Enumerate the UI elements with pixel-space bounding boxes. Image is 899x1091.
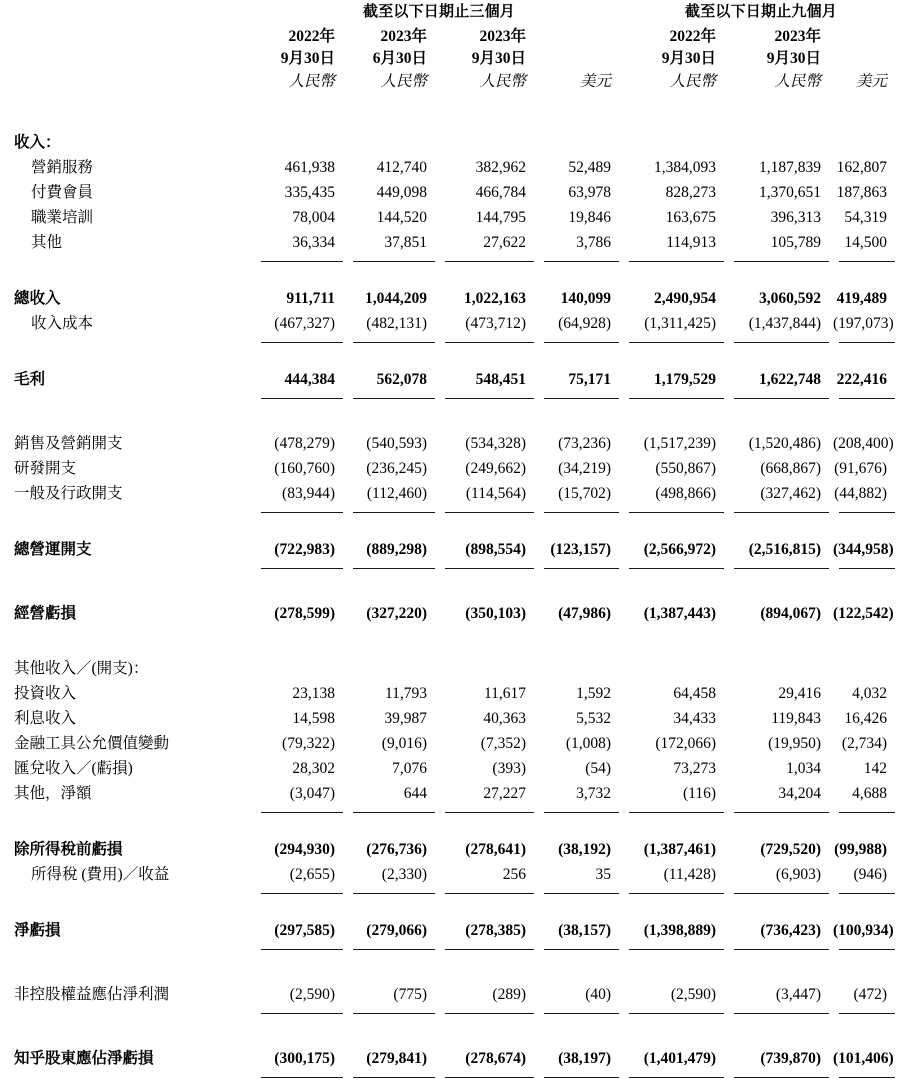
value-cost-of-revenue-c7: (197,073): [833, 314, 894, 332]
spacer-before-net-loss: [0, 891, 899, 913]
value-selling-marketing-c4: (73,236): [558, 434, 612, 452]
row-fair-value-change: [0, 726, 899, 751]
header-date-col1: 9月30日: [280, 50, 335, 67]
value-research-dev-c7: (91,676): [834, 459, 888, 477]
label-interest-income: 利息收入: [14, 709, 77, 727]
value-attributable-c2: (279,841): [366, 1049, 427, 1067]
value-general-admin-c7: (44,882): [834, 484, 888, 502]
row-other-income-heading: [0, 651, 899, 676]
value-marketing-services-c1: 461,938: [284, 158, 335, 176]
value-nci-c6: (3,447): [775, 985, 822, 1003]
value-attributable-c6: (739,870): [760, 1049, 822, 1067]
label-operating-loss: 經營虧損: [14, 604, 77, 622]
value-fair-value-change-c3: (7,352): [480, 734, 526, 752]
value-total-opex-c3: (898,554): [465, 540, 526, 558]
row-interest-income: [0, 701, 899, 726]
value-total-revenue-c6: 3,060,592: [759, 289, 822, 307]
value-operating-loss-c5: (1,387,443): [643, 604, 717, 622]
value-loss-before-tax-c3: (278,641): [465, 840, 526, 858]
value-total-revenue-c2: 1,044,209: [365, 289, 427, 307]
value-cost-of-revenue-c4: (64,928): [558, 314, 612, 332]
value-gross-profit-c2: 562,078: [376, 370, 427, 388]
value-fx-gain-loss-c4: (54): [585, 759, 612, 777]
value-other-net-c3: 27,227: [483, 784, 526, 802]
value-fx-gain-loss-c6: 1,034: [786, 759, 822, 777]
value-attributable-c7: (101,406): [833, 1049, 894, 1067]
value-net-loss-c1: (297,585): [274, 921, 335, 939]
label-net-loss: 淨虧損: [14, 921, 61, 939]
spacer-after-header: [0, 95, 899, 125]
value-loss-before-tax-c1: (294,930): [274, 840, 335, 858]
value-paid-membership-c2: 449,098: [376, 183, 427, 201]
row-nci: [0, 977, 899, 1002]
row-vocational-training: [0, 200, 899, 225]
value-loss-before-tax-c6: (729,520): [760, 840, 822, 858]
row-operating-loss: [0, 596, 899, 621]
spacer-before-gross-profit: [0, 340, 899, 362]
value-loss-before-tax-c4: (38,192): [558, 840, 612, 858]
value-paid-membership-c6: 1,370,651: [759, 183, 822, 201]
row-loss-before-tax: [0, 832, 899, 857]
value-paid-membership-c1: 335,435: [284, 183, 335, 201]
spacer-before-loss-before-tax: [0, 810, 899, 832]
value-total-opex-c1: (722,983): [274, 540, 335, 558]
label-paid-membership: 付費會員: [31, 183, 94, 201]
value-investment-income-c7: 4,032: [852, 684, 888, 702]
value-fair-value-change-c5: (172,066): [655, 734, 717, 752]
row-attributable: [0, 1041, 899, 1066]
row-general-admin: [0, 476, 899, 501]
header-year-blank: [0, 26, 255, 48]
value-others-revenue-c5: 114,913: [666, 233, 717, 251]
value-gross-profit-c5: 1,179,529: [654, 370, 717, 388]
value-marketing-services-c7: 162,807: [836, 158, 888, 176]
header-year-col1: 2022年: [288, 28, 335, 45]
value-fx-gain-loss-c2: 7,076: [392, 759, 427, 777]
row-total-revenue: [0, 281, 899, 306]
value-others-revenue-c7: 14,500: [844, 233, 888, 251]
value-vocational-training-c5: 163,675: [665, 208, 717, 226]
value-total-revenue-c1: 911,711: [286, 289, 335, 307]
value-general-admin-c6: (327,462): [760, 484, 822, 502]
value-paid-membership-c3: 466,784: [475, 183, 526, 201]
value-operating-loss-c1: (278,599): [274, 604, 335, 622]
value-gross-profit-c4: 75,171: [568, 370, 612, 388]
label-income-tax: 所得稅 (費用)／收益: [31, 865, 170, 883]
spacer-before-total-revenue: [0, 259, 899, 281]
row-selling-marketing: [0, 426, 899, 451]
row-total-opex: [0, 532, 899, 557]
value-interest-income-c5: 34,433: [673, 709, 717, 727]
value-interest-income-c4: 5,532: [576, 709, 612, 727]
rule-after-income-tax: [0, 882, 899, 891]
rule-after-total-opex: [0, 557, 899, 566]
value-paid-membership-c7: 187,863: [836, 183, 888, 201]
header-currency-row: [0, 70, 899, 95]
value-vocational-training-c3: 144,795: [475, 208, 526, 226]
value-research-dev-c4: (34,219): [558, 459, 612, 477]
row-revenue-heading: [0, 125, 899, 150]
value-research-dev-c2: (236,245): [366, 459, 427, 477]
value-loss-before-tax-c5: (1,387,461): [643, 840, 717, 858]
spacer-before-operating-loss: [0, 566, 899, 596]
value-others-revenue-c1: 36,334: [292, 233, 335, 251]
header-group-nine-months: 截至以下日期止九個月: [685, 4, 838, 20]
value-other-net-c7: 4,688: [852, 784, 888, 802]
value-fair-value-change-c6: (19,950): [768, 734, 822, 752]
value-income-tax-c6: (6,903): [775, 865, 822, 883]
value-interest-income-c1: 14,598: [292, 709, 335, 727]
value-selling-marketing-c1: (478,279): [274, 434, 335, 452]
value-income-tax-c1: (2,655): [289, 865, 335, 883]
value-marketing-services-c4: 52,489: [568, 158, 612, 176]
label-revenue-heading: 收入：: [14, 133, 61, 151]
header-currency-col3: 人民幣: [479, 73, 526, 90]
value-operating-loss-c4: (47,986): [558, 604, 612, 622]
value-net-loss-c6: (736,423): [760, 921, 822, 939]
value-vocational-training-c4: 19,846: [568, 208, 612, 226]
value-attributable-c3: (278,674): [465, 1049, 526, 1067]
value-gross-profit-c3: 548,451: [475, 370, 526, 388]
label-attributable: 知乎股東應佔淨虧損: [14, 1049, 154, 1067]
header-year-col4: [538, 26, 623, 48]
label-marketing-services: 營銷服務: [31, 158, 94, 176]
value-vocational-training-c2: 144,520: [376, 208, 427, 226]
row-research-dev: [0, 451, 899, 476]
value-selling-marketing-c7: (208,400): [833, 434, 894, 452]
value-selling-marketing-c5: (1,517,239): [643, 434, 717, 452]
header-date-col6: 9月30日: [766, 50, 822, 67]
row-net-loss: [0, 913, 899, 938]
value-fx-gain-loss-c1: 28,302: [292, 759, 335, 777]
rule-after-other-income: [0, 801, 899, 810]
value-nci-c5: (2,590): [670, 985, 717, 1003]
header-year-col5: 2022年: [669, 28, 717, 45]
value-total-revenue-c5: 2,490,954: [654, 289, 717, 307]
label-fx-gain-loss: 匯兌收入／(虧損): [14, 759, 133, 777]
label-total-revenue: 總收入: [14, 289, 61, 307]
row-paid-membership: [0, 175, 899, 200]
value-cost-of-revenue-c6: (1,437,844): [748, 314, 822, 332]
value-vocational-training-c7: 54,319: [844, 208, 888, 226]
header-date-col2: 6月30日: [372, 50, 427, 67]
header-currency-col2: 人民幣: [380, 73, 427, 90]
value-investment-income-c3: 11,617: [483, 684, 526, 702]
value-others-revenue-c2: 37,851: [384, 233, 427, 251]
value-nci-c4: (40): [585, 985, 612, 1003]
value-total-opex-c2: (889,298): [366, 540, 427, 558]
value-income-tax-c2: (2,330): [381, 865, 427, 883]
row-other-net: [0, 776, 899, 801]
label-fair-value-change: 金融工具公允價值變動: [14, 734, 170, 752]
value-net-loss-c5: (1,398,889): [643, 921, 717, 939]
value-loss-before-tax-c2: (276,736): [366, 840, 427, 858]
value-other-net-c1: (3,047): [289, 784, 335, 802]
header-year-col3: 2023年: [479, 28, 526, 45]
value-interest-income-c6: 119,843: [771, 709, 822, 727]
label-loss-before-tax: 除所得稅前虧損: [14, 840, 123, 858]
value-other-net-c5: (116): [683, 784, 717, 802]
value-marketing-services-c6: 1,187,839: [759, 158, 822, 176]
header-date-col7: [833, 48, 899, 70]
value-total-opex-c7: (344,958): [833, 540, 894, 558]
value-gross-profit-c7: 222,416: [836, 370, 888, 388]
value-nci-c2: (775): [393, 985, 427, 1003]
header-date-col4: [538, 48, 623, 70]
row-fx-gain-loss: [0, 751, 899, 776]
spacer-before-other-income: [0, 621, 899, 651]
header-currency-col7: 美元: [856, 73, 888, 90]
value-selling-marketing-c2: (540,593): [366, 434, 427, 452]
label-other-net: 其他，淨額: [14, 784, 92, 802]
value-total-opex-c6: (2,516,815): [748, 540, 822, 558]
value-others-revenue-c6: 105,789: [770, 233, 822, 251]
value-interest-income-c2: 39,987: [384, 709, 427, 727]
header-year-col7: [833, 26, 899, 48]
row-others-revenue: [0, 225, 899, 250]
spacer-before-total-opex: [0, 510, 899, 532]
header-year-col6: 2023年: [774, 28, 822, 45]
value-general-admin-c5: (498,866): [655, 484, 717, 502]
label-research-dev: 研發開支: [14, 459, 77, 477]
value-marketing-services-c3: 382,962: [475, 158, 526, 176]
label-nci: 非控股權益應佔淨利潤: [14, 985, 170, 1003]
value-other-net-c6: 34,204: [778, 784, 822, 802]
value-marketing-services-c2: 412,740: [376, 158, 427, 176]
value-fx-gain-loss-c7: 142: [863, 759, 888, 777]
value-operating-loss-c2: (327,220): [366, 604, 427, 622]
value-gross-profit-c6: 1,622,748: [759, 370, 822, 388]
value-investment-income-c2: 11,793: [384, 684, 427, 702]
value-other-net-c2: 644: [403, 784, 427, 802]
value-total-opex-c4: (123,157): [550, 540, 612, 558]
header-currency-col4: 美元: [580, 73, 612, 90]
value-gross-profit-c1: 444,384: [284, 370, 335, 388]
header-currency-col5: 人民幣: [669, 73, 717, 90]
value-vocational-training-c6: 396,313: [770, 208, 822, 226]
rule-after-gross-profit: [0, 387, 899, 396]
value-cost-of-revenue-c5: (1,311,425): [644, 314, 717, 332]
row-marketing-services: [0, 150, 899, 175]
spacer-before-opex: [0, 396, 899, 426]
value-cost-of-revenue-c3: (473,712): [465, 314, 526, 332]
value-investment-income-c4: 1,592: [576, 684, 612, 702]
label-cost-of-revenue: 收入成本: [31, 314, 94, 332]
value-fair-value-change-c7: (2,734): [841, 734, 888, 752]
header-year-col2: 2023年: [380, 28, 427, 45]
header-date-col5: 9月30日: [661, 50, 717, 67]
row-cost-of-revenue: [0, 306, 899, 331]
header-group-row: [0, 0, 899, 26]
value-general-admin-c2: (112,460): [366, 484, 427, 502]
value-net-loss-c4: (38,157): [558, 921, 612, 939]
value-others-revenue-c3: 27,622: [483, 233, 526, 251]
label-vocational-training: 職業培訓: [31, 208, 94, 226]
value-cost-of-revenue-c1: (467,327): [274, 314, 335, 332]
value-net-loss-c7: (100,934): [833, 921, 894, 939]
value-operating-loss-c3: (350,103): [465, 604, 526, 622]
header-currency-col1: 人民幣: [288, 73, 335, 90]
value-investment-income-c6: 29,416: [778, 684, 822, 702]
header-date-col3: 9月30日: [471, 50, 526, 67]
spacer-before-nci: [0, 947, 899, 977]
value-operating-loss-c7: (122,542): [833, 604, 894, 622]
spacer-before-attributable: [0, 1011, 899, 1041]
value-fx-gain-loss-c3: (393): [492, 759, 526, 777]
rule-after-net-loss: [0, 938, 899, 947]
value-income-tax-c7: (946): [853, 865, 888, 883]
rule-after-opex-items: [0, 501, 899, 510]
label-others-revenue: 其他: [31, 233, 63, 251]
row-gross-profit: [0, 362, 899, 387]
value-attributable-c4: (38,197): [558, 1049, 612, 1067]
label-selling-marketing: 銷售及營銷開支: [14, 434, 123, 452]
rule-after-cost-of-revenue: [0, 331, 899, 340]
value-investment-income-c5: 64,458: [673, 684, 717, 702]
rule-after-nci: [0, 1002, 899, 1011]
value-paid-membership-c5: 828,273: [665, 183, 717, 201]
value-research-dev-c5: (550,867): [655, 459, 717, 477]
value-general-admin-c1: (83,944): [282, 484, 335, 502]
value-total-revenue-c7: 419,489: [836, 289, 888, 307]
header-corner-blank: [0, 0, 255, 26]
label-total-opex: 總營運開支: [14, 540, 92, 558]
value-operating-loss-c6: (894,067): [760, 604, 822, 622]
row-investment-income: [0, 676, 899, 701]
value-income-tax-c4: 35: [595, 865, 612, 883]
label-investment-income: 投資收入: [14, 684, 77, 702]
value-interest-income-c3: 40,363: [483, 709, 526, 727]
value-total-opex-c5: (2,566,972): [643, 540, 717, 558]
value-selling-marketing-c3: (534,328): [465, 434, 526, 452]
value-attributable-c1: (300,175): [274, 1049, 335, 1067]
value-income-tax-c5: (11,428): [663, 865, 717, 883]
value-loss-before-tax-c7: (99,988): [834, 840, 888, 858]
rule-after-revenue-items: [0, 250, 899, 259]
value-general-admin-c3: (114,564): [465, 484, 526, 502]
value-interest-income-c7: 16,426: [844, 709, 888, 727]
header-date-row: [0, 48, 899, 70]
value-fx-gain-loss-c5: 73,273: [673, 759, 717, 777]
label-other-income-heading: 其他收入／(開支)：: [14, 659, 149, 677]
value-total-revenue-c3: 1,022,163: [464, 289, 526, 307]
value-attributable-c5: (1,401,479): [643, 1049, 717, 1067]
value-research-dev-c6: (668,867): [760, 459, 822, 477]
value-nci-c7: (472): [853, 985, 888, 1003]
header-year-row: [0, 26, 899, 48]
value-investment-income-c1: 23,138: [292, 684, 335, 702]
value-nci-c3: (289): [492, 985, 526, 1003]
value-others-revenue-c4: 3,786: [576, 233, 612, 251]
value-cost-of-revenue-c2: (482,131): [366, 314, 427, 332]
value-vocational-training-c1: 78,004: [292, 208, 335, 226]
value-fair-value-change-c2: (9,016): [381, 734, 427, 752]
label-general-admin: 一般及行政開支: [14, 484, 123, 502]
value-nci-c1: (2,590): [289, 985, 335, 1003]
value-paid-membership-c4: 63,978: [568, 183, 612, 201]
header-group-three-months: 截至以下日期止三個月: [363, 4, 516, 20]
value-selling-marketing-c6: (1,520,486): [748, 434, 822, 452]
rule-after-attributable: [0, 1066, 899, 1075]
value-income-tax-c3: 256: [502, 865, 526, 883]
header-currency-col6: 人民幣: [774, 73, 822, 90]
value-net-loss-c3: (278,385): [465, 921, 526, 939]
value-research-dev-c3: (249,662): [465, 459, 526, 477]
header-currency-blank: [0, 70, 255, 95]
value-general-admin-c4: (15,702): [558, 484, 612, 502]
value-marketing-services-c5: 1,384,093: [654, 158, 717, 176]
value-fair-value-change-c4: (1,008): [565, 734, 612, 752]
value-total-revenue-c4: 140,099: [560, 289, 612, 307]
value-research-dev-c1: (160,760): [274, 459, 335, 477]
label-gross-profit: 毛利: [14, 370, 46, 388]
value-other-net-c4: 3,732: [576, 784, 612, 802]
row-income-tax: [0, 857, 899, 882]
value-fair-value-change-c1: (79,322): [282, 734, 335, 752]
header-date-blank: [0, 48, 255, 70]
value-net-loss-c2: (279,066): [366, 921, 427, 939]
